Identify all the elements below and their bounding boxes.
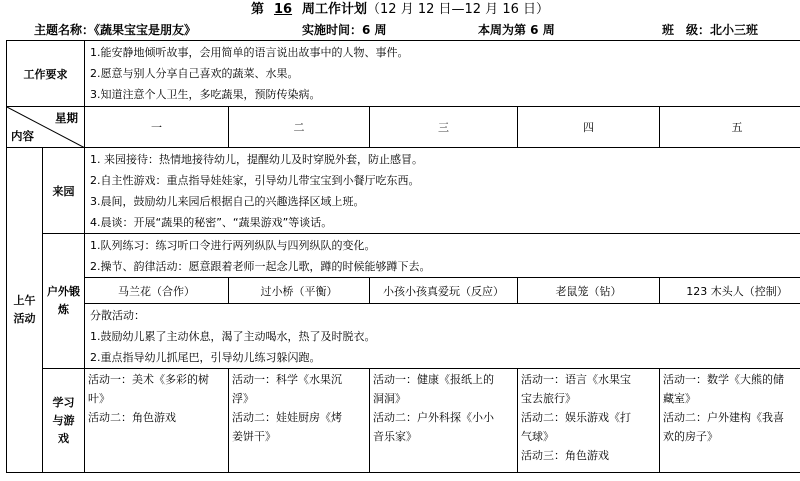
work-requirements-row: [7, 41, 800, 107]
activity-line: 欢的房子》: [663, 430, 718, 443]
work-requirements-label: 工作要求: [7, 41, 85, 107]
activity-line: 活动一：数学《大熊的储: [663, 373, 784, 386]
current-week: 本周为第 6 周: [478, 23, 555, 37]
activity-line: 叶》: [88, 392, 110, 405]
arrival-row: [7, 148, 800, 234]
outdoor-exercise-label: 户外锻炼: [43, 234, 85, 369]
outdoor-game-monday: 马兰花（合作）: [85, 278, 229, 304]
day-tuesday: 二: [229, 107, 370, 148]
learning-row: [7, 369, 800, 473]
activity-line: 藏室》: [663, 392, 696, 405]
outdoor-game-wednesday: 小孩小孩真爱玩（反应）: [370, 278, 518, 304]
outdoor-game-tuesday: 过小桥（平衡）: [229, 278, 370, 304]
activity-line: 活动二：娃娃厨房《烤: [232, 411, 342, 424]
activity-line: 活动二：角色游戏: [88, 411, 176, 424]
learning-friday: [660, 369, 800, 473]
activity-line: 活动二：户外建构《我喜: [663, 411, 784, 424]
learning-thursday: [518, 369, 660, 473]
activity-line: 活动一：健康《报纸上的: [373, 373, 494, 386]
class-name: 班 级：北小三班: [662, 23, 759, 37]
title-middle: 周工作计划: [302, 2, 368, 17]
outdoor-drills-content: [85, 234, 800, 278]
title-prefix: 第: [251, 2, 265, 17]
arrival-item: 1. 来园接待：热情地接待幼儿，提醒幼儿及时穿脱外套，防止感冒。: [90, 153, 423, 166]
page-title: [0, 0, 800, 20]
requirement-item: 2.愿意与别人分享自己喜欢的蔬菜、水果。: [90, 67, 299, 80]
weekly-plan-table: [6, 40, 800, 473]
scattered-item: 分散活动：: [90, 309, 145, 322]
work-requirements-content: [85, 41, 800, 107]
outdoor-game-friday: 123 木头人（控制）: [660, 278, 800, 304]
learning-monday: [85, 369, 229, 473]
activity-line: 活动一：科学《水果沉: [232, 373, 342, 386]
arrival-item: 3.晨间，鼓励幼儿来园后根据自己的兴趣选择区域上班。: [90, 195, 365, 208]
arrival-item: 2.自主性游戏：重点指导娃娃家，引导幼儿带宝宝到小餐厅吃东西。: [90, 174, 420, 187]
day-thursday: 四: [518, 107, 660, 148]
arrival-item: 4.晨谈：开展“蔬果的秘密”、“蔬果游戏”等谈话。: [90, 216, 333, 229]
outdoor-scattered-row: [7, 304, 800, 369]
week-number: 16: [273, 2, 293, 17]
theme-name: 主题名称：《蔬果宝宝是朋友》: [34, 23, 197, 37]
activity-line: 洞洞》: [373, 392, 406, 405]
requirement-item: 1.能安静地倾听故事，会用简单的语言说出故事中的人物、事件。: [90, 46, 409, 59]
activity-line: 活动三：角色游戏: [521, 449, 609, 462]
learning-wednesday: [370, 369, 518, 473]
content-corner-label: 内容: [11, 129, 34, 143]
learning-games-label: 学习与游戏: [43, 369, 85, 473]
outdoor-item: 1.队列练习：练习听口令进行两列纵队与四列纵队的变化。: [90, 239, 376, 252]
day-monday: 一: [85, 107, 229, 148]
learning-tuesday: [229, 369, 370, 473]
day-header-row: [7, 107, 800, 148]
activity-line: 姜饼干》: [232, 430, 276, 443]
outdoor-drills-row: [7, 234, 800, 278]
outdoor-item: 2.操节、韵律活动：愿意跟着老师一起念儿歌，蹲的时候能够蹲下去。: [90, 260, 431, 273]
activity-line: 活动一：美术《多彩的树: [88, 373, 209, 386]
activity-line: 活动二：娱乐游戏《打: [521, 411, 631, 424]
outdoor-game-thursday: 老鼠笼（钻）: [518, 278, 660, 304]
activity-line: 气球》: [521, 430, 554, 443]
date-range: （12 月 12 日—12 月 16 日）: [367, 2, 549, 17]
scattered-item: 1.鼓励幼儿累了主动休息，渴了主动喝水，热了及时脱衣。: [90, 330, 376, 343]
requirement-item: 3.知道注意个人卫生，多吃蔬果，预防传染病。: [90, 88, 321, 101]
activity-line: 宝去旅行》: [521, 392, 576, 405]
activity-line: 音乐家》: [373, 430, 417, 443]
day-wednesday: 三: [370, 107, 518, 148]
activity-line: 浮》: [232, 392, 254, 405]
day-friday: 五: [660, 107, 800, 148]
arrival-label: 来园: [43, 148, 85, 234]
scattered-item: 2.重点指导幼儿抓尾巴，引导幼儿练习躲闪跑。: [90, 351, 321, 364]
morning-activities-label: 上午活动: [7, 148, 43, 473]
activity-line: 活动二：户外科探《小小: [373, 411, 494, 424]
outdoor-games-row: [7, 278, 800, 304]
diagonal-header-cell: [7, 107, 85, 148]
activity-line: 活动一：语言《水果宝: [521, 373, 631, 386]
outdoor-scattered-content: [85, 304, 800, 369]
weekday-corner-label: 星期: [55, 111, 78, 125]
implementation-duration: 实施时间：6 周: [302, 23, 387, 37]
arrival-content: [85, 148, 800, 234]
